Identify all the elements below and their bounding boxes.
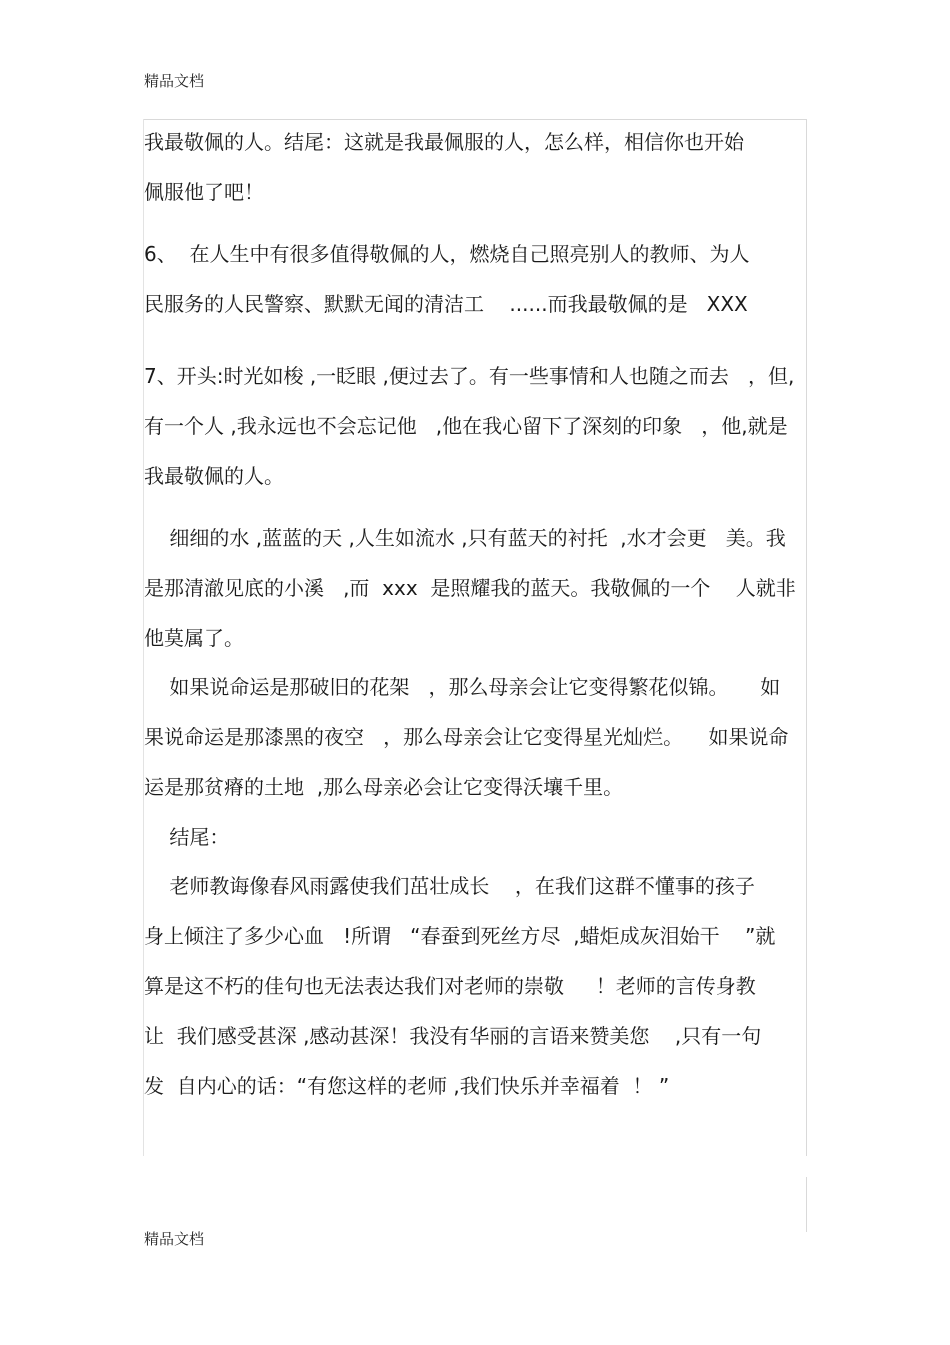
text-line: 他莫属了。: [144, 626, 244, 650]
page-footer-label: 精品文档: [144, 1230, 205, 1248]
text-line: 7、开头:时光如梭 ,一眨眼 ,便过去了。有一些事情和人也随之而去 ，但,: [144, 364, 795, 388]
text-line: 果说命运是那漆黑的夜空 ，那么母亲会让它变得星光灿烂。 如果说命: [144, 725, 789, 749]
text-line: 运是那贫瘠的土地 ,那么母亲必会让它变得沃壤千里。: [144, 775, 624, 799]
text-line: 结尾：: [144, 825, 230, 849]
text-line: 身上倾注了多少心血 !所谓 “春蚕到死丝方尽 ,蜡炬成灰泪始干 ”就: [144, 924, 776, 948]
text-line: 细细的水 ,蓝蓝的天 ,人生如流水 ,只有蓝天的衬托 ,水才会更 美。我: [144, 526, 786, 550]
text-line: 让 我们感受甚深 ,感动甚深！我没有华丽的言语来赞美您 ,只有一句: [144, 1024, 762, 1048]
frame-right-border-lower: [806, 1177, 807, 1232]
text-line: 发 自内心的话：“有您这样的老师 ,我们快乐并幸福着 ！ ”: [144, 1074, 670, 1098]
text-line: 我最敬佩的人。结尾：这就是我最佩服的人，怎么样，相信你也开始: [144, 130, 744, 154]
text-line: 6、 在人生中有很多值得敬佩的人，燃烧自己照亮别人的教师、为人: [144, 242, 750, 266]
text-line: 如果说命运是那破旧的花架 ，那么母亲会让它变得繁花似锦。 如: [144, 675, 781, 699]
text-line: 我最敬佩的人。: [144, 464, 284, 488]
text-line: 老师教诲像春风雨露使我们茁壮成长 ，在我们这群不懂事的孩子: [144, 874, 755, 898]
text-line: 算是这不朽的佳句也无法表达我们对老师的崇敬 ！老师的言传身教: [144, 974, 756, 998]
text-line: 有一个人 ,我永远也不会忘记他 ,他在我心留下了深刻的印象 ，他,就是: [144, 414, 788, 438]
text-line: 是那清澈见底的小溪 ,而 xxx 是照耀我的蓝天。我敬佩的一个 人就非: [144, 576, 796, 600]
text-line: 佩服他了吧！: [144, 180, 264, 204]
frame-top-border: [143, 119, 807, 120]
text-line: 民服务的人民警察、默默无闻的清洁工 ......而我最敬佩的是 XXX: [144, 292, 748, 316]
page-header-label: 精品文档: [144, 72, 205, 90]
